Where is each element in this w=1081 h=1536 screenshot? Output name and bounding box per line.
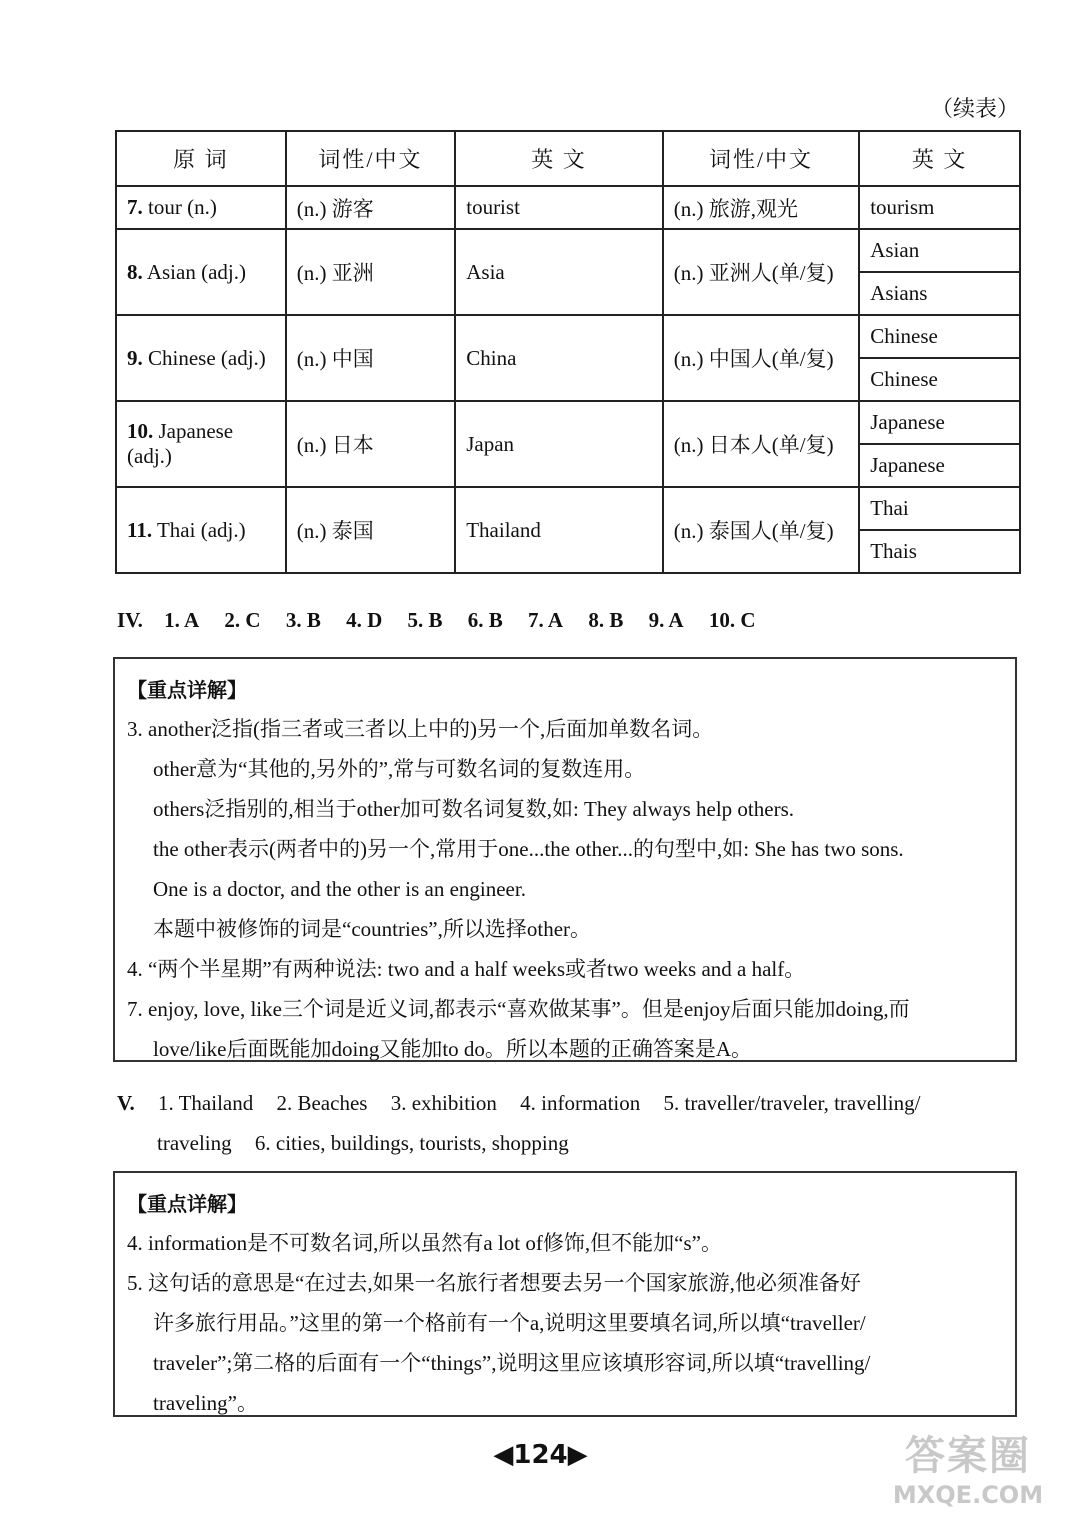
continued-label: （续表） <box>930 96 1019 121</box>
explanation-line: 5. 这句话的意思是“在过去,如果一名旅行者想要去另一个国家旅游,他必须准备好 <box>127 1271 861 1295</box>
cell-pos2: (n.) 中国人(单/复) <box>663 315 859 401</box>
answer: 6. B <box>467 608 503 632</box>
row-number: 7. <box>127 195 143 219</box>
watermark-text: 答案圈 <box>905 1433 1031 1479</box>
table-row <box>116 186 1020 229</box>
table-row <box>116 229 1020 272</box>
answer: 1. A <box>164 608 200 632</box>
cell-en1: Thailand <box>455 487 663 573</box>
cell-pos1: (n.) 中国 <box>286 315 456 401</box>
explanation-line: 许多旅行用品。”这里的第一个格前有一个a,说明这里要填名词,所以填“traveller/ <box>153 1311 866 1335</box>
section-5-label: V. <box>117 1091 135 1115</box>
answer: 2. C <box>224 608 261 632</box>
row-number: 9. <box>127 345 143 370</box>
answer: 3. B <box>285 608 321 632</box>
cell-word <box>116 315 286 401</box>
cell-word <box>116 186 286 229</box>
header-pos-chinese-2: 词性/中文 <box>663 131 859 186</box>
cell-word <box>116 229 286 315</box>
explanation-line: traveler”;第二格的后面有一个“things”,说明这里应该填形容词,所以填“travelling/ <box>153 1351 871 1375</box>
header-original-word: 原 词 <box>116 131 286 186</box>
cell-en2: tourism <box>859 186 1020 229</box>
explanation-line: 4. information是不可数名词,所以虽然有a lot of修饰,但不能加“s”。 <box>127 1231 722 1255</box>
cell-pos1: (n.) 亚洲 <box>286 229 456 315</box>
explanation-line: the other表示(两者中的)另一个,常用于one...the other...的句型中,如: She has two sons. <box>153 837 904 861</box>
explanation-title: 【重点详解】 <box>127 1192 247 1216</box>
word: Asian (adj.) <box>146 259 246 284</box>
table-row <box>116 401 1020 444</box>
section-4-label: IV. <box>117 608 143 632</box>
cell-en2-singular: Asian <box>859 229 1020 272</box>
explanation-line: 7. enjoy, love, like三个词是近义词,都表示“喜欢做某事”。但是enjoy后面只能加doing,而 <box>127 997 910 1021</box>
cell-pos1: (n.) 日本 <box>286 401 456 487</box>
explanation-line: love/like后面既能加doing又能加to do。所以本题的正确答案是A。 <box>153 1037 753 1061</box>
table-row <box>116 315 1020 358</box>
word: Chinese (adj.) <box>148 345 266 370</box>
row-number: 8. <box>127 259 143 284</box>
watermark-url: MXQE.COM <box>892 1481 1044 1509</box>
explanation-line: other意为“其他的,另外的”,常与可数名词的复数连用。 <box>153 757 646 781</box>
cell-en2-singular: Thai <box>859 487 1020 530</box>
cell-en2-singular: Chinese <box>859 315 1020 358</box>
cell-en2-plural: Chinese <box>859 358 1020 401</box>
header-english-1: 英 文 <box>455 131 663 186</box>
answer: 4. information <box>520 1091 641 1115</box>
answer: 9. A <box>648 608 684 632</box>
header-pos-chinese-1: 词性/中文 <box>286 131 456 186</box>
explanation-box-1 <box>113 657 1017 1062</box>
word: tour (n.) <box>148 195 217 219</box>
cell-en2-plural: Thais <box>859 530 1020 573</box>
row-number: 11. <box>127 517 153 542</box>
watermark-logo <box>883 1424 1053 1524</box>
section-4-answers <box>117 608 776 633</box>
answer: 4. D <box>346 608 383 632</box>
cell-pos1: (n.) 游客 <box>286 186 456 229</box>
answer: 2. Beaches <box>276 1091 368 1115</box>
word: Japanese (adj.) <box>127 419 234 468</box>
answer-continuation: traveling <box>157 1131 232 1155</box>
answer: 6. cities, buildings, tourists, shopping <box>254 1131 569 1155</box>
cell-word <box>116 401 286 487</box>
explanation-line: One is a doctor, and the other is an engineer. <box>153 877 526 901</box>
explanation-line: 4. “两个半星期”有两种说法: two and a half weeks或者two weeks and a half。 <box>127 957 806 981</box>
row-number: 10. <box>127 419 154 443</box>
cell-pos1: (n.) 泰国 <box>286 487 456 573</box>
cell-pos2: (n.) 日本人(单/复) <box>663 401 859 487</box>
cell-en1: China <box>455 315 663 401</box>
word: Thai (adj.) <box>156 517 246 542</box>
explanation-line: traveling”。 <box>153 1391 258 1415</box>
cell-en1: tourist <box>455 186 663 229</box>
answer: 10. C <box>708 608 756 632</box>
vocabulary-table <box>115 130 1021 574</box>
header-english-2: 英 文 <box>859 131 1020 186</box>
cell-en2-plural: Asians <box>859 272 1020 315</box>
explanation-box-2 <box>113 1171 1017 1417</box>
table-header-row <box>116 131 1020 186</box>
cell-en1: Asia <box>455 229 663 315</box>
answer: 8. B <box>588 608 624 632</box>
explanation-line: others泛指别的,相当于other加可数名词复数,如: They always help others. <box>153 797 794 821</box>
explanation-line: 3. another泛指(指三者或三者以上中的)另一个,后面加单数名词。 <box>127 717 714 741</box>
cell-en1: Japan <box>455 401 663 487</box>
cell-en2-plural: Japanese <box>859 444 1020 487</box>
table-row <box>116 487 1020 530</box>
cell-pos2: (n.) 旅游,观光 <box>663 186 859 229</box>
explanation-line: 本题中被修饰的词是“countries”,所以选择other。 <box>153 917 592 941</box>
answer: 3. exhibition <box>390 1091 497 1115</box>
cell-pos2: (n.) 泰国人(单/复) <box>663 487 859 573</box>
answer: 5. traveller/traveler, travelling/ <box>663 1091 921 1115</box>
cell-en2-singular: Japanese <box>859 401 1020 444</box>
page-number: ◀124▶ <box>493 1440 588 1470</box>
answer: 7. A <box>528 608 564 632</box>
explanation-title: 【重点详解】 <box>127 678 247 702</box>
section-5-answers <box>117 1083 920 1163</box>
cell-pos2: (n.) 亚洲人(单/复) <box>663 229 859 315</box>
answer: 5. B <box>407 608 443 632</box>
cell-word <box>116 487 286 573</box>
answer: 1. Thailand <box>157 1091 254 1115</box>
